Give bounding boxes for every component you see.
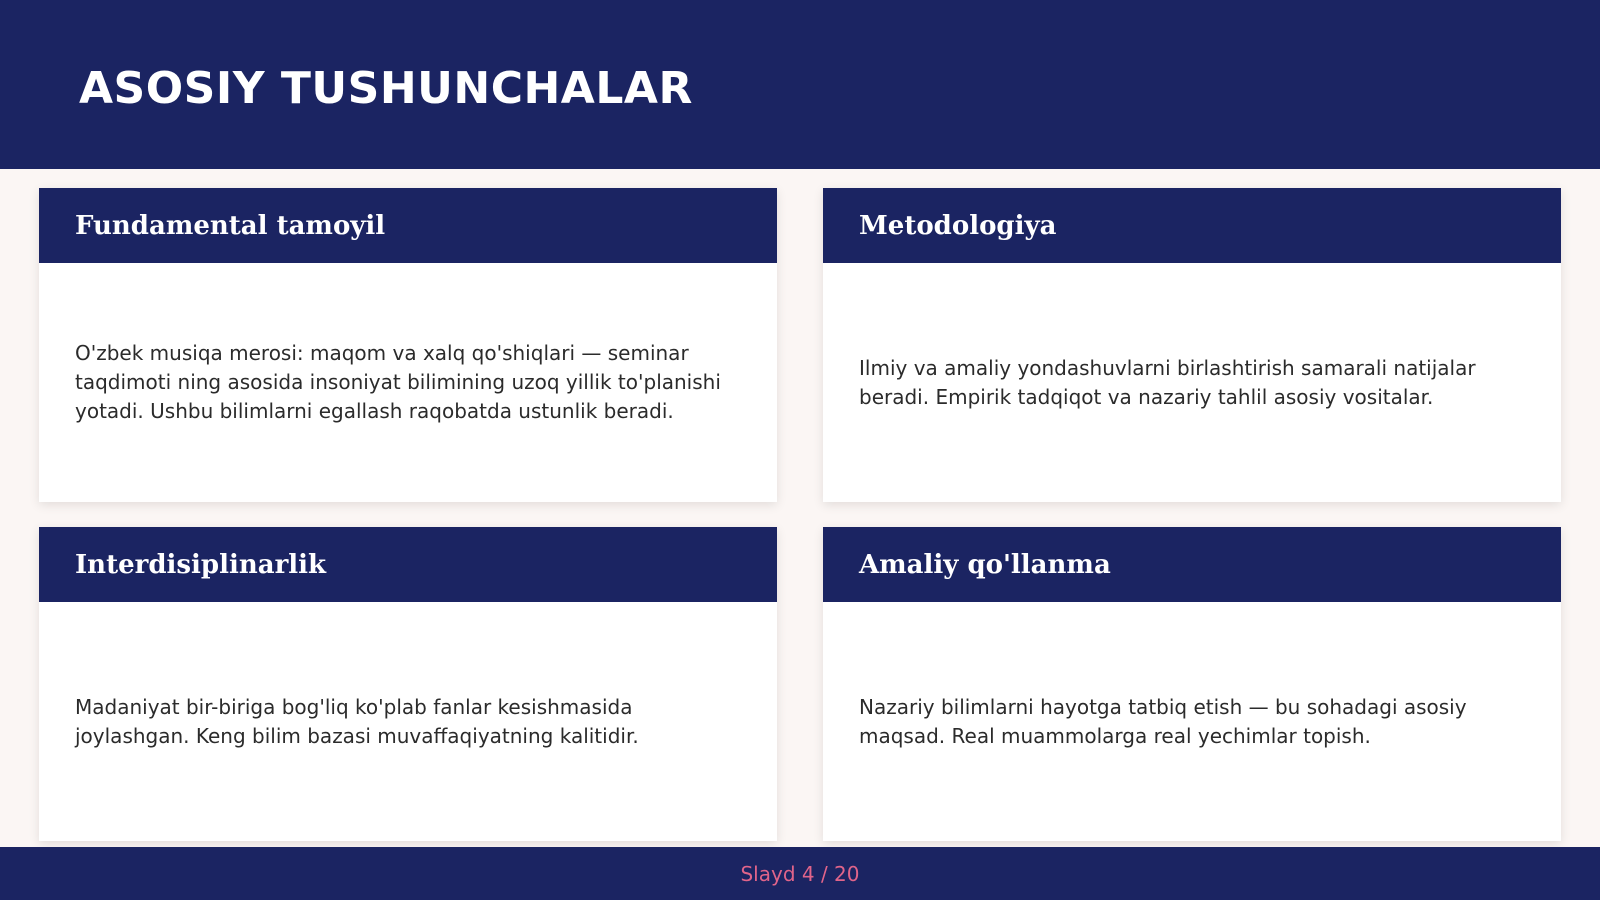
card-title: Fundamental tamoyil	[75, 210, 386, 241]
card-title: Amaliy qo'llanma	[859, 549, 1111, 580]
slide-counter: Slayd 4 / 20	[740, 861, 860, 886]
slide-footer	[0, 847, 1600, 900]
card-title: Metodologiya	[859, 210, 1057, 241]
card-header	[823, 527, 1561, 602]
card-fundamental-principle	[39, 188, 777, 502]
card-text: O'zbek musiqa merosi: maqom va xalq qo'shiqlari — seminar taqdimoti ning asosida insoniyat bilimining uzoq yillik to'planishi yotadi. Ushbu bilimlarni egallash raqobatda ustunlik beradi.	[75, 341, 721, 423]
slide-header	[0, 0, 1600, 169]
card-body	[39, 263, 777, 502]
card-body	[823, 602, 1561, 841]
card-header	[39, 188, 777, 263]
card-header	[823, 188, 1561, 263]
card-text: Madaniyat bir-biriga bog'liq ko'plab fanlar kesishmasida joylashgan. Keng bilim bazasi muvaffaqiyatning kalitidir.	[75, 694, 639, 748]
card-methodology	[823, 188, 1561, 502]
page-title: ASOSIY TUSHUNCHALAR	[79, 63, 693, 114]
card-interdisciplinarity	[39, 527, 777, 841]
card-header	[39, 527, 777, 602]
card-title: Interdisiplinarlik	[75, 549, 327, 580]
card-practical-application	[823, 527, 1561, 841]
card-body	[823, 263, 1561, 502]
card-text: Nazariy bilimlarni hayotga tatbiq etish — bu sohadagi asosiy maqsad. Real muammolarga real yechimlar topish.	[859, 694, 1467, 748]
card-text: Ilmiy va amaliy yondashuvlarni birlashtirish samarali natijalar beradi. Empirik tadqiqot va nazariy tahlil asosiy vositalar.	[859, 355, 1476, 409]
card-body	[39, 602, 777, 841]
